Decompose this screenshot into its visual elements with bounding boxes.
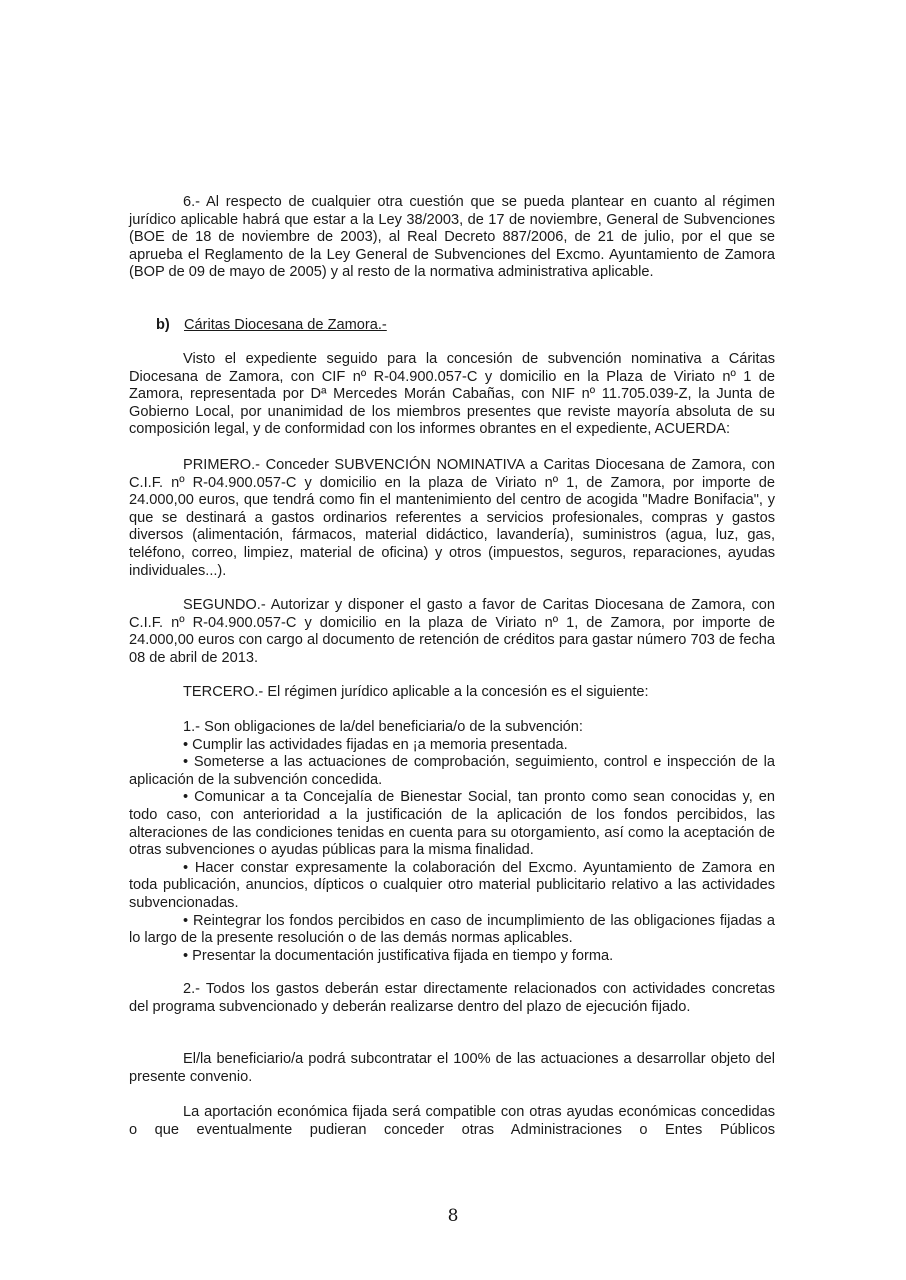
obligation-item: • Presentar la documentación justificativa fijada en tiempo y forma.	[183, 947, 614, 964]
paragraph-aportacion	[129, 1104, 775, 1139]
obligation-item: • Reintegrar los fondos percibidos en caso de incumplimiento de las obligaciones fijadas a lo largo de la presente resolución o de las demás normas aplicables.	[129, 912, 775, 947]
paragraph-text: El/la beneficiario/a podrá subcontratar el 100% de las actuaciones a desarrollar objeto del presente convenio.	[129, 1051, 775, 1085]
obligations-intro: 1.- Son obligaciones de la/del beneficiaria/o de la subvención:	[183, 719, 583, 735]
paragraph-primero	[129, 457, 775, 580]
obligation-item: • Hacer constar expresamente la colaboración del Excmo. Ayuntamiento de Zamora en toda publicación, anuncios, dípticos o cualquier otro material publicitario relativo a las actividades subvencionadas.	[129, 859, 775, 911]
obligation-item: • Cumplir las actividades fijadas en ¡a memoria presentada.	[183, 736, 568, 753]
paragraph-text: PRIMERO.- Conceder SUBVENCIÓN NOMINATIVA a Caritas Diocesana de Zamora, con C.I.F. nº R-04.900.057-C y domicilio en la plaza de Viriato nº 1, de Zamora, por importe de 24.000,00 euros, que tendrá como fin el mantenimiento del centro de acogida "Madre Bonifacia", y que se destinará a gastos ordinarios referentes a servicios profesionales, compras y gastos diversos (alimentación, fármacos, material didáctico, lavandería), suministros (agua, luz, gas, teléfono, correo, limpiez, material de oficina) y otros (impuestos, seguros, reparaciones, ayudas individuales...).	[129, 457, 775, 579]
paragraph-text: 6.- Al respecto de cualquier otra cuestión que se pueda plantear en cuanto al régimen jurídico aplicable habrá que estar a la Ley 38/2003, de 17 de noviembre, General de Subvenciones (BOE de 18 de noviembre de 2003), al Real Decreto 887/2006, de 21 de julio, por el que se aprueba el Reglamento de la Ley General de Subvenciones del Excmo. Ayuntamiento de Zamora (BOP de 09 de mayo de 2005) y al resto de la normativa administrativa aplicable.	[129, 194, 775, 281]
paragraph-visto	[129, 351, 775, 439]
paragraph-text: SEGUNDO.- Autorizar y disponer el gasto a favor de Caritas Diocesana de Zamora, con C.I.F. nº R-04.900.057-C y domicilio en la plaza de Viriato nº 1, de Zamora, por importe de 24.000,00 euros con cargo al documento de retención de créditos para gastar número 703 de fecha 08 de abril de 2013.	[129, 597, 775, 666]
paragraph-text: La aportación económica fijada será compatible con otras ayudas económicas concedidas o que eventualmente pudieran conceder otras Administraciones o Entes Públicos	[129, 1104, 775, 1138]
obligation-item: • Someterse a las actuaciones de comprobación, seguimiento, control e inspección de la aplicación de la subvención concedida.	[129, 754, 775, 788]
paragraph-tercero	[129, 684, 775, 702]
paragraph-gastos	[129, 981, 775, 1016]
paragraph-text: TERCERO.- El régimen jurídico aplicable a la concesión es el siguiente:	[183, 684, 649, 700]
paragraph-text: 2.- Todos los gastos deberán estar directamente relacionados con actividades concretas del programa subvencionado y deberán realizarse dentro del plazo de ejecución fijado.	[129, 981, 775, 1015]
paragraph-subcontratar	[129, 1051, 775, 1086]
obligation-item: • Comunicar a ta Concejalía de Bienestar Social, tan pronto como sean conocidas y, en todo caso, con anterioridad a la justificación de la aplicación de los fondos percibidos, las alteraciones de las condiciones tenidas en cuenta para su otorgamiento, así como la aceptación de otras subvenciones o ayudas públicas para la misma finalidad.	[129, 789, 775, 859]
section-title: Cáritas Diocesana de Zamora.-	[184, 317, 387, 333]
page-number: 8	[447, 1206, 459, 1226]
paragraph-legal-framework	[129, 194, 775, 282]
paragraph-text: Visto el expediente seguido para la concesión de subvención nominativa a Cáritas Diocesana de Zamora, con CIF nº R-04.900.057-C y domicilio en la Plaza de Viriato nº 1 de Zamora, representada por Dª Mercedes Morán Cabañas, con NIF nº 11.705.039-Z, la Junta de Gobierno Local, por unanimidad de los miembros presentes que reviste mayoría absoluta de su composición legal, y de conformidad con los informes obrantes en el expediente, ACUERDA:	[129, 351, 775, 438]
obligations-list	[129, 719, 775, 965]
paragraph-segundo	[129, 597, 775, 667]
section-heading-b	[156, 316, 387, 334]
section-letter: b)	[156, 317, 170, 333]
